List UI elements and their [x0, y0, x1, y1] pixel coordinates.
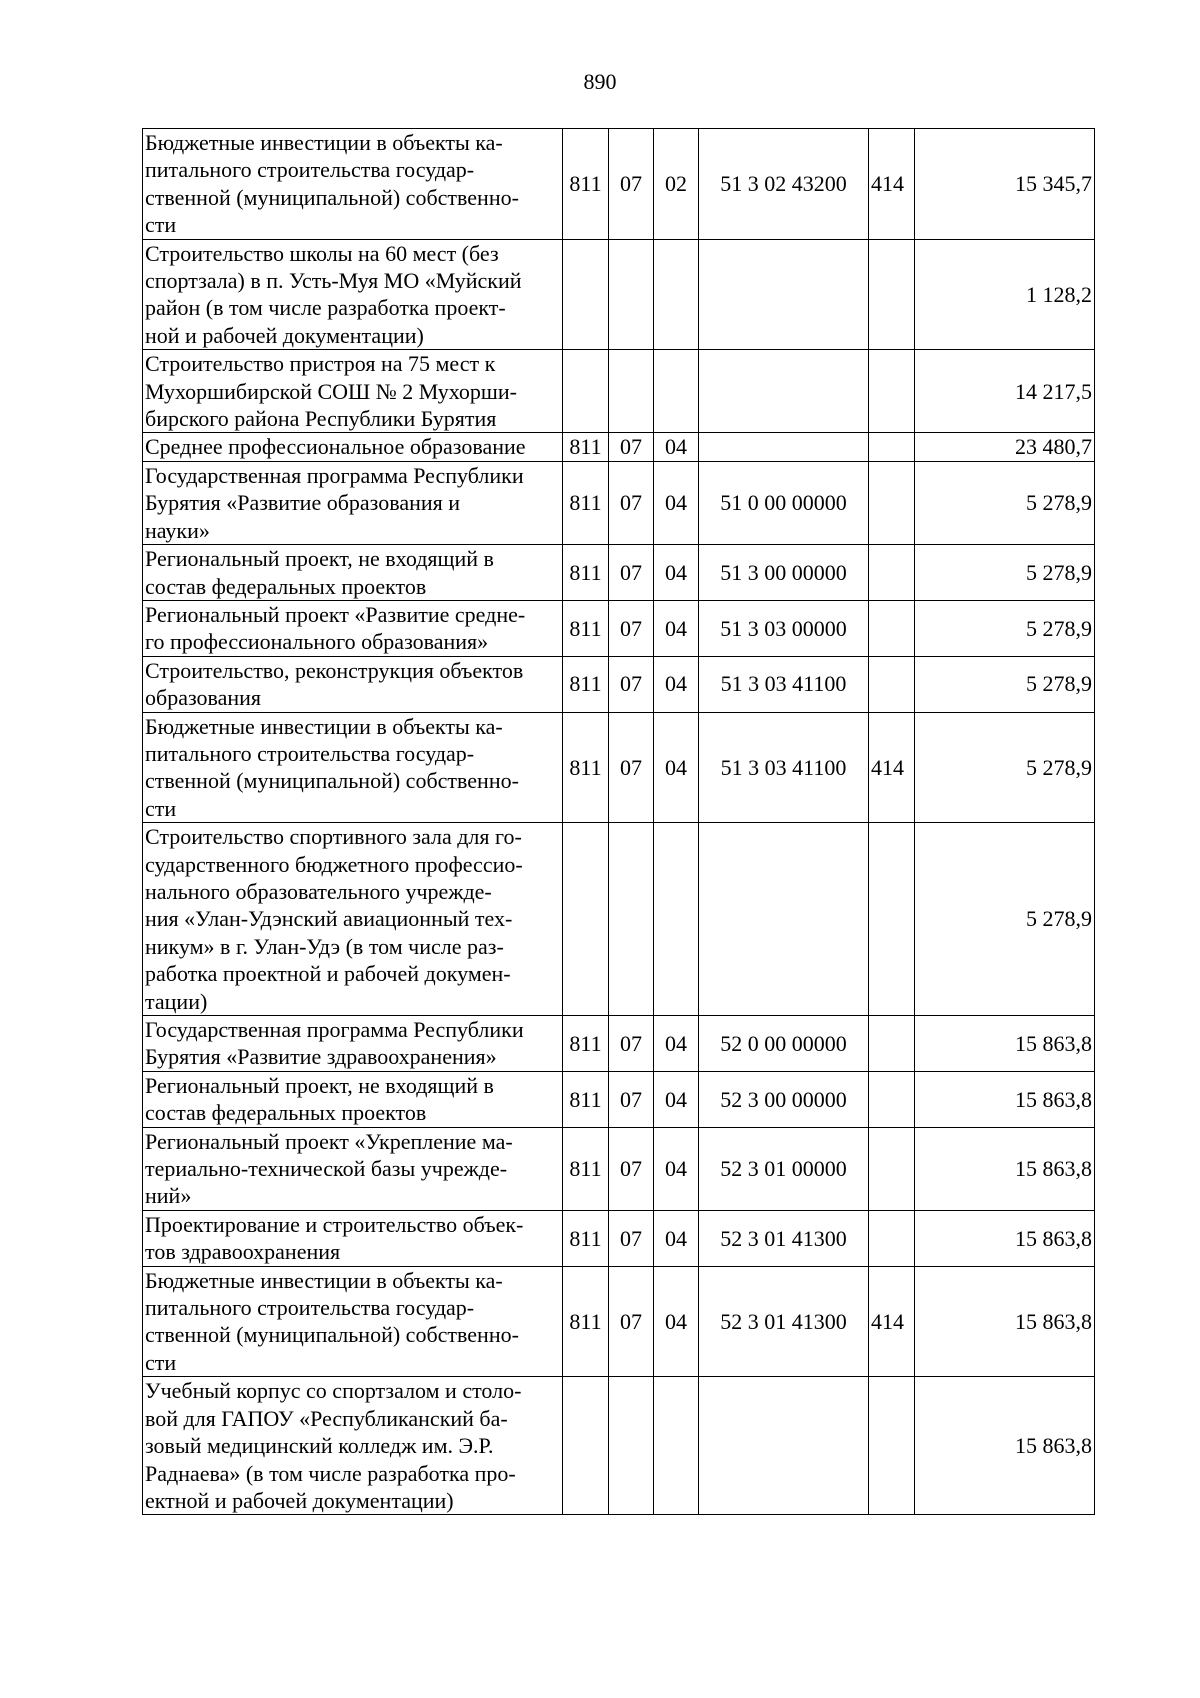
- table-row: [143, 1377, 1095, 1515]
- cell-target-article: 51 3 00 00000: [699, 545, 869, 601]
- table-row: [143, 656, 1095, 712]
- cell-amount: 5 278,9: [915, 545, 1095, 601]
- cell-name: Бюджетные инвестиции в объекты ка- питального строительства государ- ственной (муниципальной) собственно- сти: [143, 712, 563, 823]
- cell-target-article: 52 3 00 00000: [699, 1071, 869, 1127]
- cell-expense-type: 414: [869, 712, 915, 823]
- cell-section: 07: [609, 1266, 654, 1377]
- cell-section: 07: [609, 129, 654, 240]
- cell-amount: 5 278,9: [915, 656, 1095, 712]
- cell-target-article: 52 3 01 00000: [699, 1127, 869, 1210]
- table-row: [143, 239, 1095, 350]
- cell-amount: 5 278,9: [915, 712, 1095, 823]
- cell-subsection: 04: [654, 461, 699, 544]
- cell-target-article: 52 3 01 41300: [699, 1210, 869, 1266]
- cell-subsection: 04: [654, 1016, 699, 1072]
- cell-target-article: 52 3 01 41300: [699, 1266, 869, 1377]
- table-row: [143, 461, 1095, 544]
- table-row: [143, 350, 1095, 433]
- cell-amount: 15 345,7: [915, 129, 1095, 240]
- cell-name: Бюджетные инвестиции в объекты ка- питального строительства государ- ственной (муниципальной) собственно- сти: [143, 129, 563, 240]
- cell-section: 07: [609, 461, 654, 544]
- cell-expense-type: [869, 1016, 915, 1072]
- cell-amount: 15 863,8: [915, 1127, 1095, 1210]
- cell-expense-type: 414: [869, 1266, 915, 1377]
- cell-grbs: 811: [563, 656, 609, 712]
- cell-subsection: 04: [654, 1127, 699, 1210]
- cell-subsection: 04: [654, 712, 699, 823]
- cell-amount: 15 863,8: [915, 1016, 1095, 1072]
- cell-grbs: 811: [563, 1127, 609, 1210]
- cell-grbs: 811: [563, 1210, 609, 1266]
- table-row: [143, 1016, 1095, 1072]
- cell-name: Строительство, реконструкция объектов образования: [143, 656, 563, 712]
- cell-subsection: [654, 350, 699, 433]
- table-row: [143, 545, 1095, 601]
- cell-name: Проектирование и строительство объек- тов здравоохранения: [143, 1210, 563, 1266]
- cell-target-article: [699, 433, 869, 461]
- cell-section: 07: [609, 600, 654, 656]
- cell-grbs: 811: [563, 1016, 609, 1072]
- cell-section: 07: [609, 1210, 654, 1266]
- cell-subsection: 04: [654, 600, 699, 656]
- table-row: [143, 712, 1095, 823]
- cell-grbs: [563, 1377, 609, 1515]
- cell-section: 07: [609, 1127, 654, 1210]
- cell-grbs: 811: [563, 129, 609, 240]
- cell-amount: 15 863,8: [915, 1071, 1095, 1127]
- budget-table: [142, 128, 1095, 1515]
- cell-name: Региональный проект «Развитие средне- го профессионального образования»: [143, 600, 563, 656]
- cell-grbs: [563, 239, 609, 350]
- cell-subsection: 04: [654, 1210, 699, 1266]
- cell-expense-type: [869, 1210, 915, 1266]
- cell-expense-type: [869, 1127, 915, 1210]
- table-row: [143, 1071, 1095, 1127]
- cell-section: 07: [609, 712, 654, 823]
- page-number: 890: [583, 69, 617, 94]
- cell-name: Государственная программа Республики Бурятия «Развитие здравоохранения»: [143, 1016, 563, 1072]
- cell-subsection: 04: [654, 433, 699, 461]
- cell-expense-type: [869, 545, 915, 601]
- cell-amount: 5 278,9: [915, 461, 1095, 544]
- cell-expense-type: [869, 350, 915, 433]
- cell-subsection: [654, 239, 699, 350]
- cell-target-article: [699, 350, 869, 433]
- cell-grbs: [563, 350, 609, 433]
- cell-target-article: 52 0 00 00000: [699, 1016, 869, 1072]
- cell-amount: 14 217,5: [915, 350, 1095, 433]
- table-row: [143, 1127, 1095, 1210]
- cell-expense-type: [869, 1377, 915, 1515]
- cell-target-article: 51 3 03 41100: [699, 712, 869, 823]
- cell-target-article: 51 3 03 41100: [699, 656, 869, 712]
- cell-subsection: 04: [654, 1071, 699, 1127]
- cell-section: 07: [609, 545, 654, 601]
- cell-section: [609, 1377, 654, 1515]
- cell-expense-type: [869, 461, 915, 544]
- cell-name: Строительство спортивного зала для го- сударственного бюджетного профессио- нального образовательного учрежде- ния «Улан-Удэнский авиационный тех- никум» в г. Улан-Удэ (в том числе раз- работка проектной и рабочей докумен- тации): [143, 823, 563, 1016]
- cell-subsection: 02: [654, 129, 699, 240]
- cell-name: Региональный проект, не входящий в состав федеральных проектов: [143, 545, 563, 601]
- cell-expense-type: [869, 823, 915, 1016]
- cell-grbs: [563, 823, 609, 1016]
- cell-grbs: 811: [563, 600, 609, 656]
- cell-target-article: 51 3 03 00000: [699, 600, 869, 656]
- cell-subsection: 04: [654, 656, 699, 712]
- cell-expense-type: [869, 433, 915, 461]
- cell-target-article: [699, 239, 869, 350]
- cell-expense-type: [869, 656, 915, 712]
- cell-target-article: 51 3 02 43200: [699, 129, 869, 240]
- table-body: [143, 129, 1095, 1515]
- cell-amount: 23 480,7: [915, 433, 1095, 461]
- cell-subsection: 04: [654, 545, 699, 601]
- cell-expense-type: [869, 1071, 915, 1127]
- cell-target-article: 51 0 00 00000: [699, 461, 869, 544]
- cell-amount: 1 128,2: [915, 239, 1095, 350]
- cell-name: Строительство школы на 60 мест (без спортзала) в п. Усть-Муя МО «Муйский район (в том числе разработка проект- ной и рабочей документации): [143, 239, 563, 350]
- table-row: [143, 1266, 1095, 1377]
- cell-expense-type: [869, 600, 915, 656]
- table-row: [143, 1210, 1095, 1266]
- cell-subsection: 04: [654, 1266, 699, 1377]
- cell-section: 07: [609, 1071, 654, 1127]
- table-row: [143, 600, 1095, 656]
- cell-target-article: [699, 1377, 869, 1515]
- cell-expense-type: 414: [869, 129, 915, 240]
- table-row: [143, 129, 1095, 240]
- cell-section: 07: [609, 656, 654, 712]
- cell-section: [609, 350, 654, 433]
- cell-amount: 5 278,9: [915, 823, 1095, 1016]
- cell-grbs: 811: [563, 461, 609, 544]
- cell-section: [609, 823, 654, 1016]
- cell-grbs: 811: [563, 1266, 609, 1377]
- cell-name: Бюджетные инвестиции в объекты ка- питального строительства государ- ственной (муниципальной) собственно- сти: [143, 1266, 563, 1377]
- cell-name: Региональный проект, не входящий в состав федеральных проектов: [143, 1071, 563, 1127]
- cell-section: 07: [609, 1016, 654, 1072]
- cell-grbs: 811: [563, 1071, 609, 1127]
- cell-name: Учебный корпус со спортзалом и столо- вой для ГАПОУ «Республиканский ба- зовый медицинский колледж им. Э.Р. Раднаева» (в том числе разработка про- ектной и рабочей документации): [143, 1377, 563, 1515]
- cell-subsection: [654, 1377, 699, 1515]
- cell-subsection: [654, 823, 699, 1016]
- cell-target-article: [699, 823, 869, 1016]
- cell-section: [609, 239, 654, 350]
- table-row: [143, 433, 1095, 461]
- cell-grbs: 811: [563, 545, 609, 601]
- cell-amount: 5 278,9: [915, 600, 1095, 656]
- cell-amount: 15 863,8: [915, 1210, 1095, 1266]
- cell-grbs: 811: [563, 433, 609, 461]
- cell-name: Строительство пристроя на 75 мест к Мухоршибирской СОШ № 2 Мухорши- бирского района Республики Бурятия: [143, 350, 563, 433]
- cell-amount: 15 863,8: [915, 1266, 1095, 1377]
- cell-expense-type: [869, 239, 915, 350]
- cell-amount: 15 863,8: [915, 1377, 1095, 1515]
- table-row: [143, 823, 1095, 1016]
- cell-name: Государственная программа Республики Бурятия «Развитие образования и науки»: [143, 461, 563, 544]
- cell-section: 07: [609, 433, 654, 461]
- cell-name: Среднее профессиональное образование: [143, 433, 563, 461]
- cell-name: Региональный проект «Укрепление ма- териально-технической базы учрежде- ний»: [143, 1127, 563, 1210]
- cell-grbs: 811: [563, 712, 609, 823]
